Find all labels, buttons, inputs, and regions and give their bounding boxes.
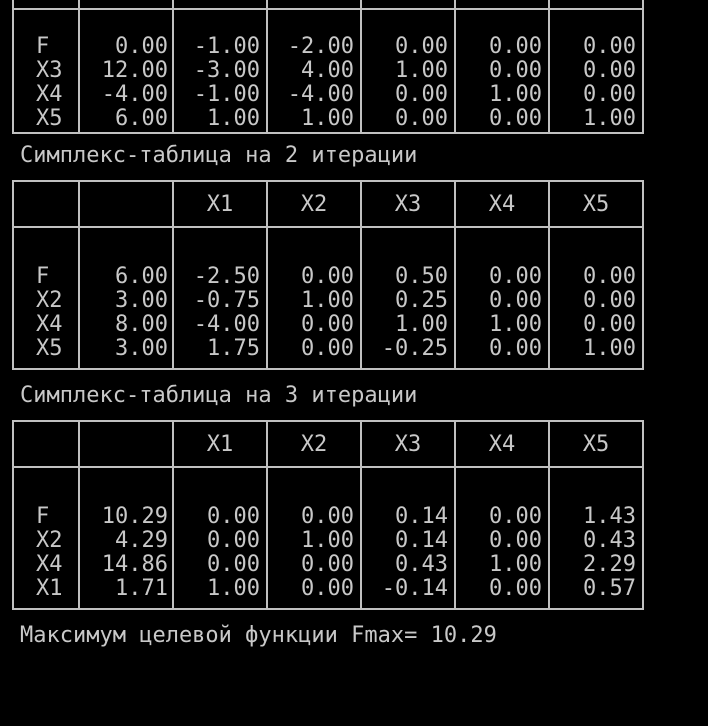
table-cell: 0.00 [115, 34, 168, 59]
table-cell: 0.00 [301, 312, 354, 337]
table-cell: 1.00 [583, 106, 636, 131]
table-cell: 12.00 [101, 58, 168, 83]
table-cell: 0.43 [395, 552, 448, 577]
table-body-row [13, 227, 643, 369]
table-caption-iteration-2: Симплекс-таблица на 2 итерации [20, 143, 418, 168]
table-cell: 0.43 [583, 528, 636, 553]
table-cell: 4.29 [115, 528, 168, 553]
table-cell: 1.00 [301, 528, 354, 553]
table-cell: 0.00 [583, 264, 636, 289]
table-cell: 0.00 [489, 576, 542, 601]
simplex-table-2 [12, 180, 644, 370]
table-cell: 0.00 [583, 58, 636, 83]
header-cell-x2: X2 [267, 421, 361, 467]
table-cell: -1.00 [193, 34, 260, 59]
simplex-table-1 [12, 0, 644, 134]
table-cell: 1.00 [207, 106, 260, 131]
table-body-row [13, 467, 643, 609]
table-cell: 3.00 [115, 288, 168, 313]
basis-label: F [36, 504, 50, 529]
table-header-row [13, 181, 643, 227]
table-cell: 0.57 [583, 576, 636, 601]
table-cell: 0.00 [489, 106, 542, 131]
table-cell: 0.00 [583, 82, 636, 107]
table-cell: 6.00 [115, 264, 168, 289]
table-cell: -3.00 [193, 58, 260, 83]
header-cell-x4: X4 [455, 181, 549, 227]
table-header-row [13, 0, 643, 9]
basis-label: F [36, 34, 50, 59]
table-header-row [13, 421, 643, 467]
header-cell [79, 181, 173, 227]
table-cell: 4.00 [301, 58, 354, 83]
basis-label: X4 [36, 312, 63, 337]
table-cell: 0.00 [489, 34, 542, 59]
window-border [708, 0, 714, 726]
table-cell: -0.25 [381, 336, 448, 361]
table-cell: 0.14 [395, 528, 448, 553]
header-cell-x1: X1 [173, 181, 267, 227]
table-cell: -0.14 [381, 576, 448, 601]
header-cell-x2: X2 [267, 181, 361, 227]
table-cell: 6.00 [115, 106, 168, 131]
table-cell: 0.00 [395, 82, 448, 107]
table-cell: 1.71 [115, 576, 168, 601]
basis-label: X2 [36, 288, 63, 313]
table-cell: 1.00 [489, 312, 542, 337]
header-cell-x1: X1 [173, 421, 267, 467]
table-cell: 0.00 [489, 288, 542, 313]
basis-label: X5 [36, 336, 63, 361]
table-cell: 14.86 [101, 552, 168, 577]
table-cell: 1.00 [583, 336, 636, 361]
basis-label: X1 [36, 576, 63, 601]
table-cell: 0.00 [489, 336, 542, 361]
table-cell: 0.00 [207, 552, 260, 577]
header-cell [79, 421, 173, 467]
result-label: Максимум целевой функции Fmax= [20, 623, 418, 648]
basis-label: X4 [36, 82, 63, 107]
table-cell: 10.29 [101, 504, 168, 529]
table-cell: 0.25 [395, 288, 448, 313]
header-cell [13, 181, 79, 227]
table-cell: -2.00 [287, 34, 354, 59]
table-cell: 1.75 [207, 336, 260, 361]
table-cell: 0.00 [395, 34, 448, 59]
table-cell: 1.00 [301, 288, 354, 313]
table-cell: 1.00 [489, 552, 542, 577]
table-cell: 0.00 [489, 504, 542, 529]
table-cell: 1.00 [395, 312, 448, 337]
table-cell: -1.00 [193, 82, 260, 107]
table-cell: 0.00 [207, 528, 260, 553]
table-cell: 0.00 [301, 336, 354, 361]
header-cell [13, 421, 79, 467]
header-cell-x3: X3 [361, 181, 455, 227]
result-line [20, 624, 497, 648]
result-value: 10.29 [430, 623, 497, 648]
basis-label: X3 [36, 58, 63, 83]
header-cell-x3: X3 [361, 421, 455, 467]
table-cell: 0.00 [583, 34, 636, 59]
table-cell: 0.00 [489, 264, 542, 289]
table-cell: 1.00 [301, 106, 354, 131]
table-cell: 0.00 [301, 504, 354, 529]
table-cell: 0.00 [583, 288, 636, 313]
table-cell: 2.29 [583, 552, 636, 577]
table-cell: -2.50 [193, 264, 260, 289]
table-cell: 0.50 [395, 264, 448, 289]
table-cell: 0.00 [301, 264, 354, 289]
table-cell: 1.00 [489, 82, 542, 107]
header-cell-x5: X5 [549, 421, 643, 467]
table-cell: 0.00 [489, 528, 542, 553]
table-cell: -0.75 [193, 288, 260, 313]
table-cell: 0.00 [395, 106, 448, 131]
table-cell: 3.00 [115, 336, 168, 361]
basis-label: X2 [36, 528, 63, 553]
table-cell: 0.00 [489, 58, 542, 83]
table-caption-iteration-3: Симплекс-таблица на 3 итерации [20, 383, 418, 408]
basis-label: X4 [36, 552, 63, 577]
table-cell: -4.00 [101, 82, 168, 107]
table-cell: 1.43 [583, 504, 636, 529]
table-cell: 0.00 [207, 504, 260, 529]
basis-label: X5 [36, 106, 63, 131]
table-cell: 1.00 [395, 58, 448, 83]
table-cell: 1.00 [207, 576, 260, 601]
header-cell-x4: X4 [455, 421, 549, 467]
table-cell: 0.00 [583, 312, 636, 337]
simplex-table-3 [12, 420, 644, 610]
table-cell: -4.00 [287, 82, 354, 107]
table-cell: 8.00 [115, 312, 168, 337]
table-cell: -4.00 [193, 312, 260, 337]
table-cell: 0.14 [395, 504, 448, 529]
basis-label: F [36, 264, 50, 289]
table-cell: 0.00 [301, 576, 354, 601]
header-cell-x5: X5 [549, 181, 643, 227]
table-body-row [13, 9, 643, 133]
table-cell: 0.00 [301, 552, 354, 577]
